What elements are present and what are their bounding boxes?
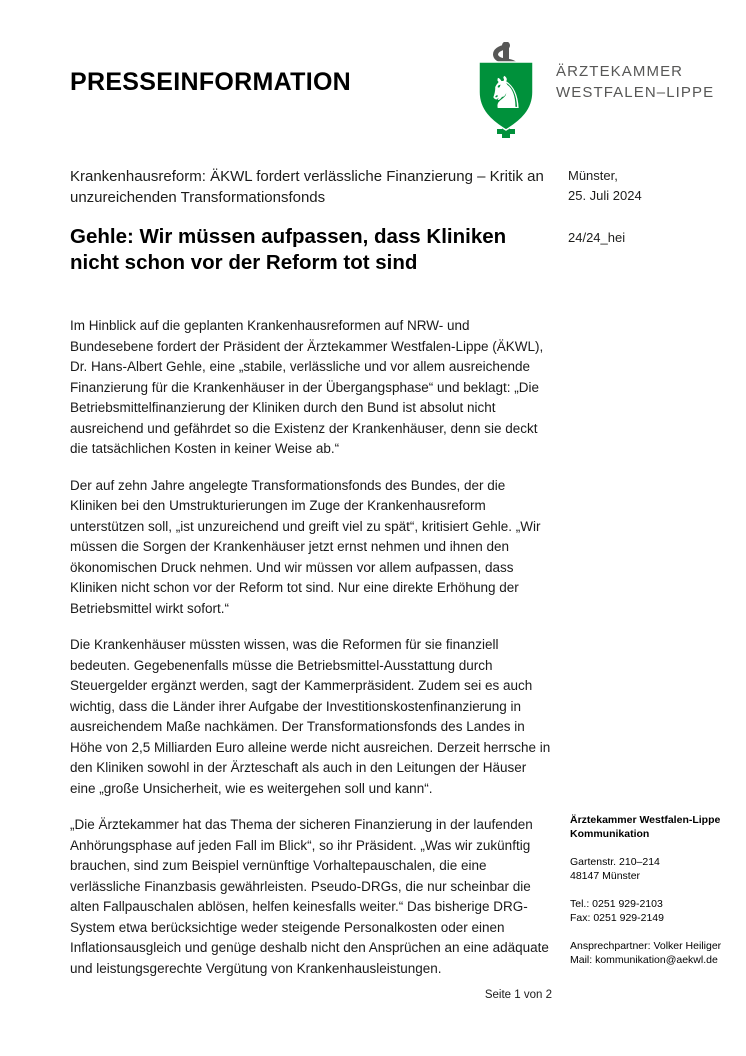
page-title: PRESSEINFORMATION	[70, 68, 352, 96]
contact-phone	[570, 897, 730, 925]
shield-horse-logo-icon	[472, 42, 542, 138]
aekwl-logo	[472, 42, 542, 138]
contact-person	[570, 939, 730, 967]
dateline-place: Münster,	[568, 168, 618, 183]
contact-person-name: Ansprechpartner: Volker Heiliger	[570, 940, 722, 952]
press-release-subject: Krankenhausreform: ÄKWL fordert verlässliche Finanzierung – Kritik an unzureichenden Transformationsfonds	[70, 168, 544, 206]
dateline	[568, 166, 718, 248]
org-name	[556, 61, 714, 103]
org-name-line2: WESTFALEN–LIPPE	[556, 84, 715, 101]
page-number: Seite 1 von 2	[484, 989, 552, 1001]
contact-block	[570, 813, 730, 981]
reference-number: 24/24_hei	[568, 230, 626, 245]
contact-mail: Mail: kommunikation@aekwl.de	[570, 954, 718, 966]
contact-address	[570, 855, 730, 883]
dateline-date: 25. Juli 2024	[568, 188, 642, 203]
paragraph: Der auf zehn Jahre angelegte Transformationsfonds des Bundes, der die Kliniken bei den Umstrukturierungen im Zuge der Krankenhausreform unterstützen soll, „ist unzureichend und greift viel zu spät“, kritisiert Gehle. „Wir müssen die Sorgen der Krankenhäuser jetzt ernst nehmen und ihnen den ökonomischen Druck nehmen. Und wir müssen vor allem aufpassen, dass Kliniken nicht schon vor der Reform tot sind. Nur eine direkte Erhöhung der Betriebsmittel wirkt sofort.“	[70, 477, 541, 616]
body-copy	[70, 316, 552, 995]
paragraph: Die Krankenhäuser müssten wissen, was die Reformen für sie finanziell bedeuten. Gegebenenfalls müsse die Betriebsmittel-Ausstattung durch Steuergelder ergänzt werden, sagt der Kammerpräsident. Zudem sei es auch wichtig, dass die Länder ihrer Aufgabe der Investitionskostenfinanzierung in ausreichendem Maße nachkämen. Der Transformationsfonds des Landes in Höhe von 2,5 Milliarden Euro alleine werde nicht ausreichen. Derzeit herrsche in den Kliniken sowohl in der Ärzteschaft als auch in den Leitungen der Häuser eine „große Unsicherheit, wie es weitergehen soll und kann“.	[70, 637, 551, 796]
paragraph: „Die Ärztekammer hat das Thema der sicheren Finanzierung in der laufenden Anhörungsphase auf jeden Fall im Blick“, so ihr Präsident. „Was wir zukünftig brauchen, sind zum Beispiel vernünftige Vorhaltepauschalen, die eine verlässliche Finanzbasis gewährleisten. Pseudo-DRGs, die nur scheinbar die alten Fallpauschalen ablösen, helfen keinesfalls weiter.“ Das bisherige DRG-System etwa berücksichtige weder steigende Personalkosten oder einen Inflationsausgleich und genüge deshalb nicht den Ansprüchen an eine adäquate und leistungsgerechte Vergütung von Krankenhausleistungen.	[70, 817, 549, 976]
contact-org	[570, 813, 730, 841]
contact-city: 48147 Münster	[570, 870, 641, 882]
horse-icon: ♞	[486, 68, 526, 119]
contact-org-line2: Kommunikation	[570, 828, 650, 840]
contact-org-line1: Ärztekammer Westfalen-Lippe	[570, 814, 721, 826]
contact-street: Gartenstr. 210–214	[570, 856, 660, 868]
paragraph: Im Hinblick auf die geplanten Krankenhausreformen auf NRW- und Bundesebene fordert der Präsident der Ärztekammer Westfalen-Lippe (ÄKWL), Dr. Hans-Albert Gehle, eine „stabile, verlässliche und vor allem ausreichende Finanzierung für die Krankenhäuser in der Übergangsphase“ und beklagt: „Die Betriebsmittelfinanzierung der Kliniken durch den Bund ist absolut nicht ausreichend und gefährdet so die Existenz der Krankenhäuser, denn sie deckt die tatsächlichen Kosten in keiner Weise ab.“	[70, 318, 544, 456]
org-name-line1: ÄRZTEKAMMER	[556, 63, 684, 80]
contact-fax: Fax: 0251 929-2149	[570, 912, 664, 924]
headline: Gehle: Wir müssen aufpassen, dass Kliniken nicht schon vor der Reform tot sind	[70, 225, 507, 274]
contact-tel: Tel.: 0251 929-2103	[570, 898, 663, 910]
